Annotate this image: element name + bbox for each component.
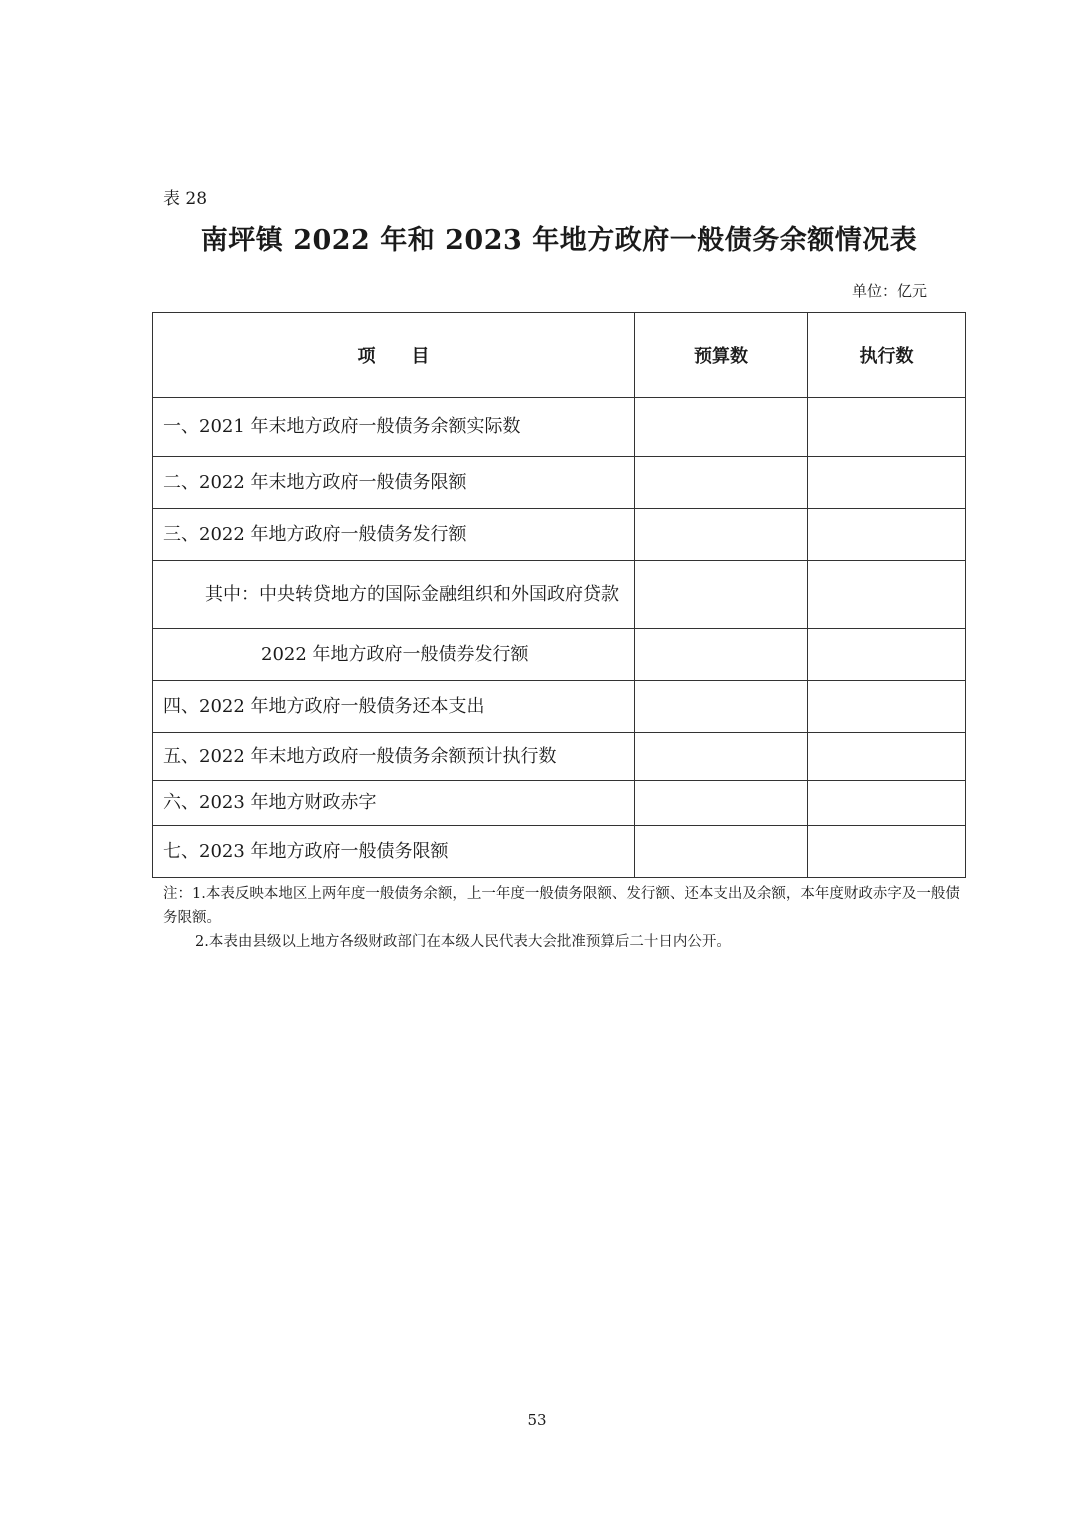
- actual-cell: [808, 826, 966, 878]
- budget-cell: [635, 457, 808, 509]
- row-item-label: 三、2022 年地方政府一般债务发行额: [153, 509, 635, 561]
- note-2: 2.本表由县级以上地方各级财政部门在本级人民代表大会批准预算后二十日内公开。: [195, 934, 731, 950]
- page-number: 53: [527, 1411, 547, 1429]
- actual-cell: [808, 629, 966, 681]
- table-row: [153, 561, 966, 629]
- table-row: [153, 398, 966, 457]
- actual-cell: [808, 781, 966, 826]
- actual-cell: [808, 561, 966, 629]
- budget-cell: [635, 398, 808, 457]
- table-header-row: [153, 313, 966, 398]
- row-item-label: 六、2023 年地方财政赤字: [153, 781, 635, 826]
- row-item-label: 2022 年地方政府一般债券发行额: [153, 629, 635, 681]
- budget-cell: [635, 681, 808, 733]
- debt-table: [152, 312, 966, 878]
- table-number: 表 28: [163, 189, 208, 209]
- row-item-label: 二、2022 年末地方政府一般债务限额: [153, 457, 635, 509]
- table-row: [153, 681, 966, 733]
- budget-cell: [635, 509, 808, 561]
- header-actual: 执行数: [808, 313, 966, 398]
- budget-cell: [635, 826, 808, 878]
- table-row: [153, 629, 966, 681]
- table-notes: [163, 882, 963, 954]
- actual-cell: [808, 733, 966, 781]
- budget-cell: [635, 629, 808, 681]
- table-row: [153, 781, 966, 826]
- row-item-label: 五、2022 年末地方政府一般债务余额预计执行数: [153, 733, 635, 781]
- actual-cell: [808, 509, 966, 561]
- page-title: 南坪镇 2022 年和 2023 年地方政府一般债务余额情况表: [200, 225, 918, 256]
- note-1: 注：1.本表反映本地区上两年度一般债务余额，上一年度一般债务限额、发行额、还本支出及余额，本年度财政赤字及一般债务限额。: [163, 886, 960, 926]
- table-row: [153, 826, 966, 878]
- budget-cell: [635, 561, 808, 629]
- budget-cell: [635, 781, 808, 826]
- table-row: [153, 509, 966, 561]
- row-item-label: 一、2021 年末地方政府一般债务余额实际数: [153, 398, 635, 457]
- table-row: [153, 457, 966, 509]
- actual-cell: [808, 457, 966, 509]
- unit-label: 单位：亿元: [851, 282, 927, 300]
- row-item-label: 四、2022 年地方政府一般债务还本支出: [153, 681, 635, 733]
- row-item-label: 其中：中央转贷地方的国际金融组织和外国政府贷款: [153, 561, 635, 629]
- header-item: 项 目: [153, 313, 635, 398]
- table-row: [153, 733, 966, 781]
- header-budget: 预算数: [635, 313, 808, 398]
- row-item-label: 七、2023 年地方政府一般债务限额: [153, 826, 635, 878]
- actual-cell: [808, 398, 966, 457]
- budget-cell: [635, 733, 808, 781]
- actual-cell: [808, 681, 966, 733]
